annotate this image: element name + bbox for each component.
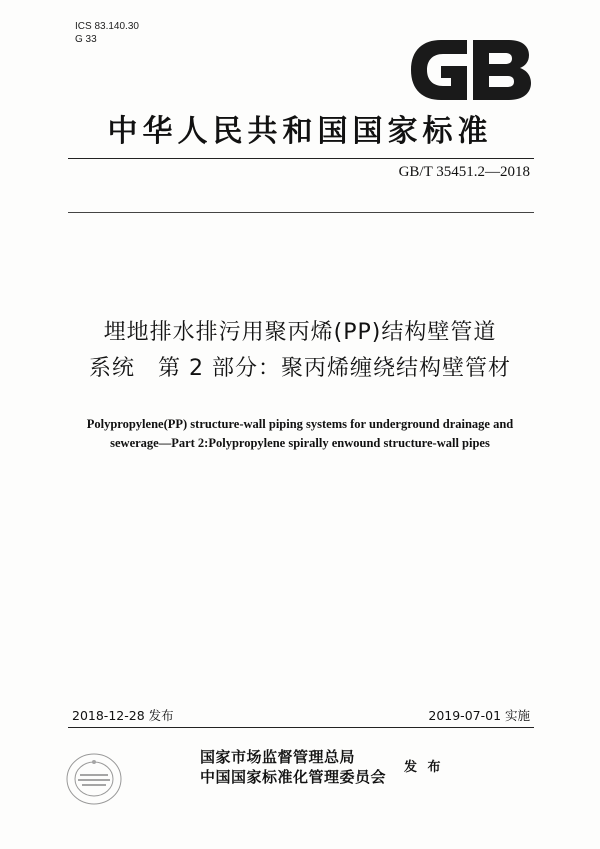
ccs-code: G 33 [75, 34, 97, 45]
classification-codes [75, 20, 139, 46]
standard-category-title: 中华人民共和国国家标准 [107, 114, 493, 149]
implementation-date: 2019-07-01 实施 [428, 708, 530, 723]
gb-logo-icon [405, 36, 533, 104]
english-title-line-1: Polypropylene(PP) structure-wall piping systems for underground drainage and [86, 417, 514, 431]
issuer-sac: 中国国家标准化管理委员会 [200, 768, 387, 786]
issuer-samr: 国家市场监督管理总局 [200, 748, 356, 766]
ics-code: ICS 83.140.30 [75, 21, 139, 32]
header-divider [68, 158, 534, 159]
chinese-title-line-1: 埋地排水排污用聚丙烯(PP)结构壁管道 [103, 320, 497, 345]
english-title-line-2: sewerage—Part 2:Polypropylene spirally enwound structure-wall pipes [110, 436, 490, 450]
issue-date: 2018-12-28 发布 [72, 708, 174, 723]
watermark-stamp-icon [64, 750, 124, 808]
number-divider [68, 212, 534, 213]
footer-divider [68, 727, 534, 728]
standard-number: GB/T 35451.2—2018 [398, 164, 530, 180]
chinese-title-line-2: 系统 第 2 部分：聚丙烯缠绕结构壁管材 [89, 356, 511, 381]
release-label: 发 布 [404, 760, 444, 775]
